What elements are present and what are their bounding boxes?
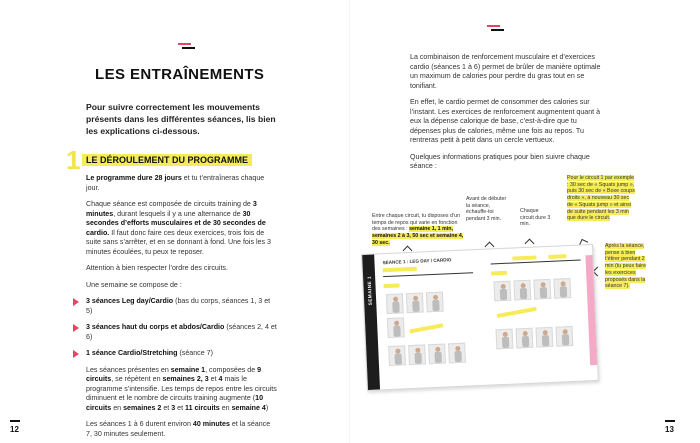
exercise-photo	[408, 344, 426, 365]
paragraph-progression: Les séances présentes en semaine 1, composées de 9 circuits, se répètent en semaines 2, 3 et 4 mais le programme s’intensifie. Les temps de repos entre les circuits diminuent et le nombre de circuits training augmente (10 circuits en semaines 2 et 3 et 11 circuits en semaine 4)	[86, 365, 277, 412]
spread-title: SÉANCE 1 : LEG DAY / CARDIO	[382, 257, 452, 266]
page-title: LES ENTRAÎNEMENTS	[95, 66, 265, 83]
paragraph-practical: Quelques informations pratiques pour bien suivre chaque séance :	[410, 152, 590, 170]
exercise-photo	[516, 328, 534, 349]
exercise-photo	[493, 281, 511, 302]
spread-tag	[383, 283, 399, 288]
paragraph-cardio: En effet, le cardio permet de consommer des calories sur l’instant. Les exercices de renforcement augmentent quant à eux la dépense calorique de base, c’est-à-dire que tu dépenses plus de calories, même une fois au repos. Tu rentreras petit à petit dans un cercle vertueux.	[410, 98, 601, 144]
exercise-photo	[386, 293, 404, 314]
exercise-photo	[555, 326, 573, 347]
paragraph-order: Attention à bien respecter l’ordre des circuits.	[86, 264, 228, 272]
section-number: 1	[66, 145, 81, 175]
paragraph-duration: Le programme dure 28 jours et tu t’entraîneras chaque jour.	[86, 174, 265, 192]
paragraph-session-length: Les séances 1 à 6 durent environ 40 minutes et la séance 7, 30 minutes seulement.	[86, 420, 271, 438]
exercise-photo	[533, 279, 551, 300]
note-warmup: Avant de débuter la séance, échauffe-toi pendant 3 min.	[466, 196, 507, 223]
list-item: 3 séances haut du corps et abdos/Cardio (séances 2, 4 et 6)	[86, 323, 277, 341]
exercise-photo	[426, 292, 444, 313]
spread-rule	[383, 272, 473, 277]
page-number-right: 13	[665, 425, 674, 434]
paragraph-circuits: Chaque séance est composée de circuits training de 3 minutes, durant lesquels il y a une alternance de 30 secondes d’efforts musculaires et de 30 secondes de cardio. Il faut donc faire ces deux exercices, trois fois de suite sans s’arrêter, et en se donnant à fond. Une fois les 3 minutes écoulées, tu peux te reposer.	[86, 200, 271, 256]
spread-tag	[548, 254, 566, 259]
spread-tag	[491, 271, 507, 276]
spread-rule	[491, 260, 581, 265]
exercise-photo	[406, 292, 424, 313]
list-item: 3 séances Leg day/Cardio (bas du corps, séances 1, 3 et 5)	[86, 297, 278, 316]
paragraph-week: Une semaine se compose de :	[86, 280, 182, 289]
note-stretching: Après la séance, pense à bien t’étirer pendant 2 min (tu peux faire les exercices proposés dans la séance 7).	[605, 243, 646, 290]
spread-tag	[383, 267, 417, 272]
list-item: 1 séance Cardio/Stretching (séance 7)	[86, 349, 278, 359]
exercise-photo	[496, 329, 514, 350]
exercise-photo	[553, 278, 571, 299]
left-body	[86, 174, 278, 443]
spread-side-label: SEMAINE 1	[366, 275, 373, 306]
exercise-photo	[535, 327, 553, 348]
paragraph-combination: La combinaison de renforcement musculaire et d’exercices cardio (séances 1 à 6) permet de brûler de manière optimale un maximum de calories pour perdre du gras tout en se tonifiant.	[410, 53, 601, 90]
spread-tag	[512, 255, 536, 260]
exercise-photo	[448, 343, 466, 364]
exercise-mat	[497, 307, 537, 318]
exercise-mat	[409, 323, 443, 333]
section-title: LE DÉROULEMENT DU PROGRAMME	[82, 154, 252, 166]
note-circuit-length: Chaque circuit dure 3 min.	[520, 208, 551, 228]
note-example: Pour le circuit 1 par exemple : 30 sec de « Squats jump », puis 30 sec de « Boxe coups droits », à nouveau 30 sec de « Squats jump » et ainsi de suite pendant les 3 min que dure le circuit.	[567, 175, 635, 222]
note-rest-time: Entre chaque circuit, tu disposes d’un temps de repos qui varie en fonction des semaines : semaine 1, 1 min, semaines 2 à 3, 50 sec et semaine 4, 30 sec.	[372, 213, 464, 246]
page-number-left: 12	[10, 425, 19, 434]
exercise-photo	[387, 317, 405, 338]
sample-session-spread	[361, 244, 599, 391]
right-body	[410, 53, 602, 179]
exercise-photo	[513, 280, 531, 301]
intro-text: Pour suivre correctement les mouvements présents dans les différentes séances, lis bien les explications ci-dessous.	[86, 102, 276, 136]
exercise-photo	[428, 344, 446, 365]
exercise-photo	[388, 345, 406, 366]
